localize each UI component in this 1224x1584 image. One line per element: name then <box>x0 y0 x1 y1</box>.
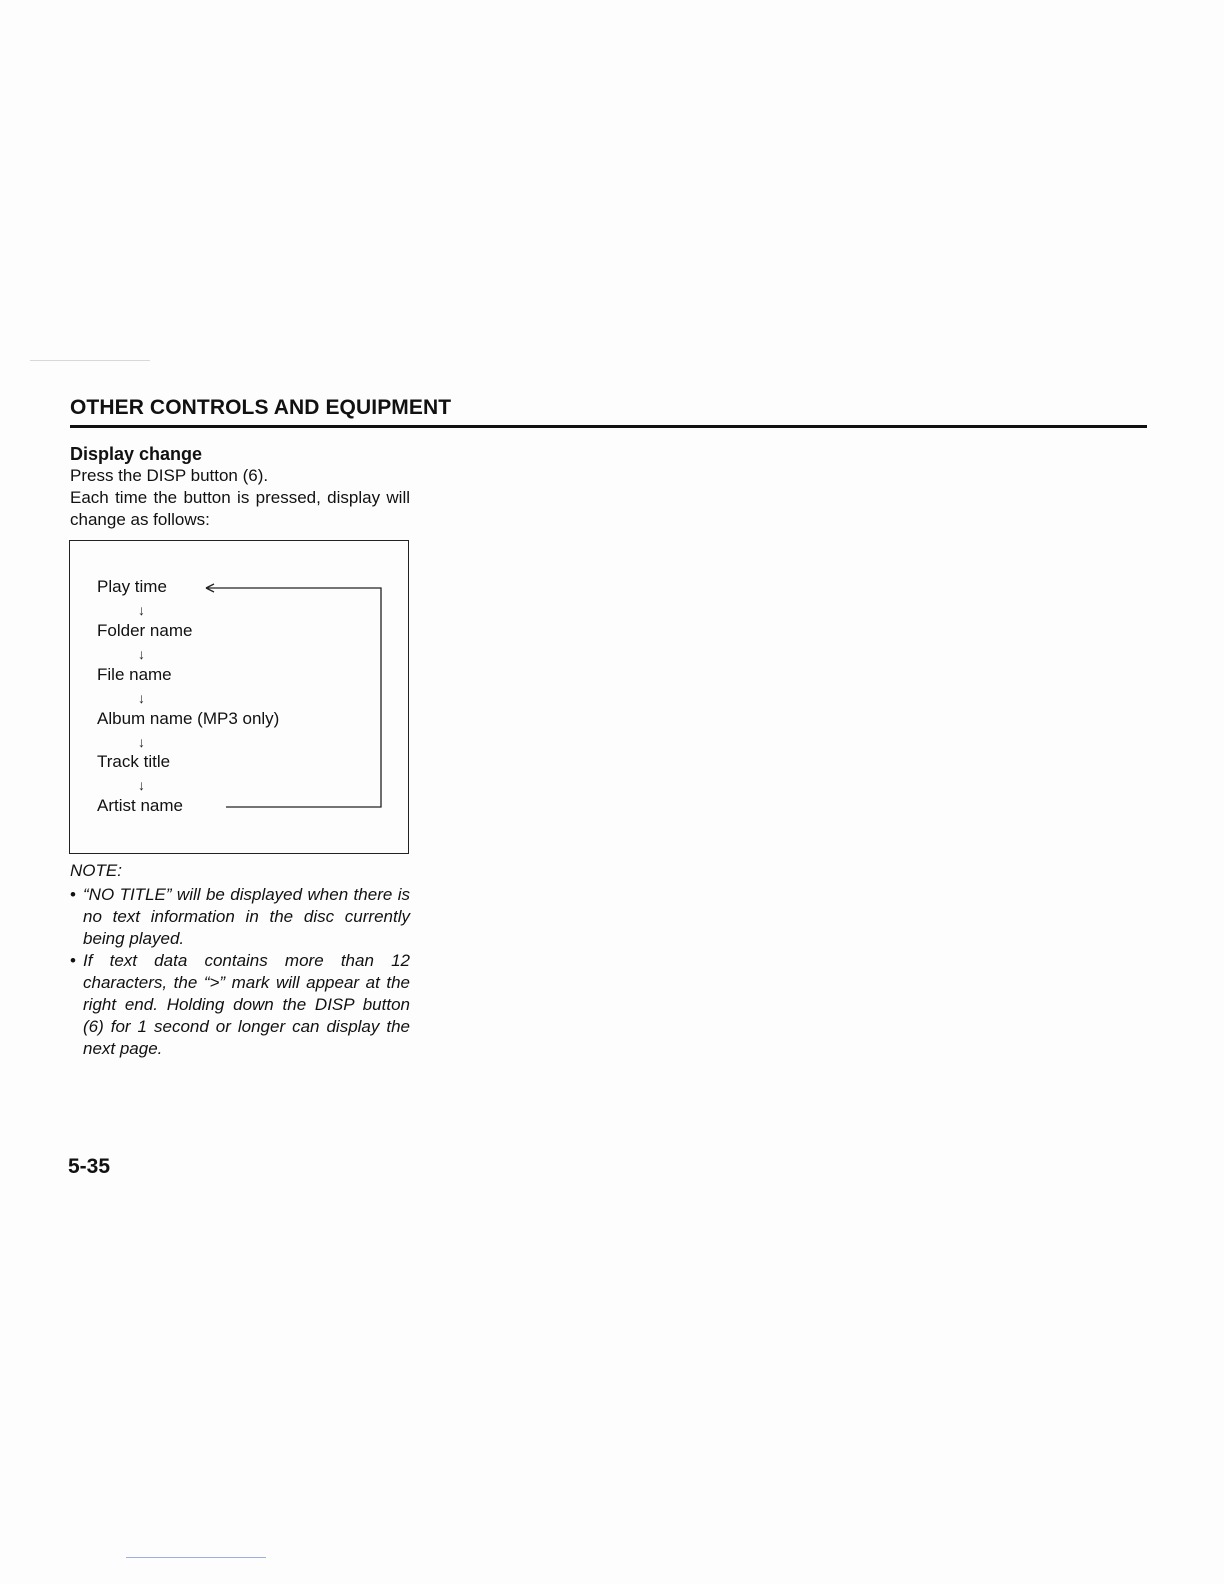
note-item <box>70 884 410 950</box>
note-item <box>70 950 410 1060</box>
sequence-item-track-title: Track title <box>97 752 171 771</box>
note-text: If text data contains more than 12 characters, the “>” mark will appear at the right end. Holding down the DISP button (6) for 1 second or longer can display the next page. <box>83 951 410 1058</box>
display-change-description: Each time the button is pressed, display will change as follows: <box>70 488 410 529</box>
note-text: “NO TITLE” will be displayed when there is no text information in the disc currently being played. <box>83 885 410 948</box>
bullet-icon: • <box>70 885 76 904</box>
sequence-item-artist-name: Artist name <box>97 796 183 815</box>
down-arrow-icon: ↓ <box>138 646 145 662</box>
display-change-heading: Display change <box>70 444 203 464</box>
bullet-icon: • <box>70 951 76 970</box>
note-label: NOTE: <box>70 861 122 880</box>
sequence-item-album-name: Album name (MP3 only) <box>97 709 280 728</box>
sequence-item-file-name: File name <box>97 665 172 684</box>
down-arrow-icon: ↓ <box>138 777 145 793</box>
display-change-step: Press the DISP button (6). <box>70 466 269 485</box>
down-arrow-icon: ↓ <box>138 690 145 706</box>
title-rule <box>70 425 1147 428</box>
scan-artifact-bottom <box>126 1557 266 1558</box>
display-sequence-diagram <box>69 540 409 854</box>
section-title: OTHER CONTROLS AND EQUIPMENT <box>70 396 452 419</box>
down-arrow-icon: ↓ <box>138 734 145 750</box>
scan-artifact-top <box>30 360 150 361</box>
sequence-item-folder-name: Folder name <box>97 621 193 640</box>
page-number: 5-35 <box>68 1155 111 1178</box>
sequence-item-play-time: Play time <box>97 577 167 596</box>
note-list <box>70 884 410 1060</box>
display-change-section <box>70 443 410 531</box>
down-arrow-icon: ↓ <box>138 602 145 618</box>
